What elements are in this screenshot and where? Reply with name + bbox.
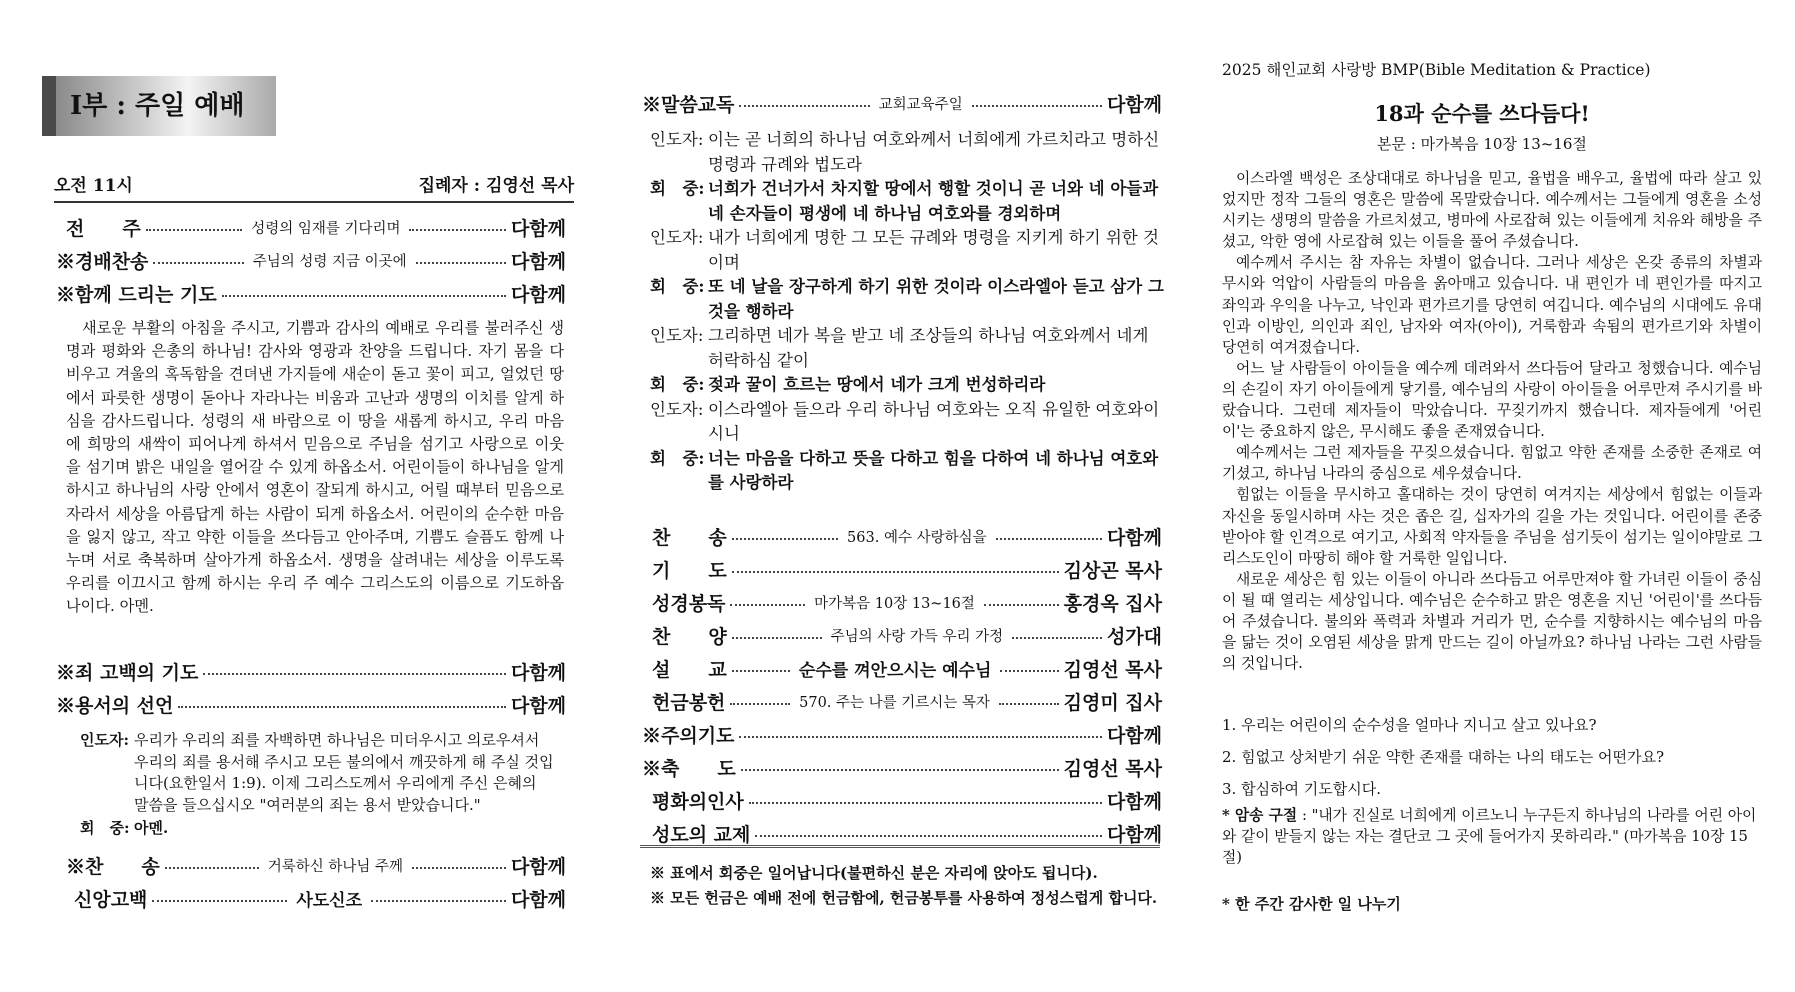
reading-label: 회 중: — [650, 277, 705, 296]
series-header: 2025 해인교회 사랑방 BMP(Bible Meditation & Practice) — [1222, 61, 1651, 79]
order-row — [642, 88, 1162, 118]
order-title: 신앙고백 — [74, 888, 148, 911]
order-title: 성경봉독 — [652, 592, 726, 615]
lesson-passage: 본문 : 마가복음 10장 13~16절 — [1377, 135, 1587, 153]
order-row — [642, 752, 1162, 782]
reading-label: 인도자: — [650, 130, 704, 149]
order-person: 다함께 — [1106, 526, 1162, 549]
order-person: 다함께 — [510, 250, 567, 273]
order-content: 마가복음 10장 13~16절 — [814, 595, 975, 612]
order-title: ※말씀교독 — [642, 93, 735, 116]
order-person: 다함께 — [510, 855, 566, 878]
lesson-title: 18과 순수를 쓰다듬다! — [1374, 101, 1590, 126]
reading-label: 회 중: — [650, 375, 705, 394]
order-person: 김영미 집사 — [1063, 691, 1163, 714]
order-person: 다함께 — [510, 661, 566, 684]
question: 1. 우리는 어린이의 순수성을 얼마나 지니고 살고 있나요? — [1222, 716, 1597, 734]
people-label: 회 중: — [80, 819, 130, 837]
order-row — [56, 278, 566, 308]
offering-note: ※ 모든 헌금은 예배 전에 헌금함에, 헌금봉투를 사용하여 정성스럽게 합니다. — [650, 889, 1158, 907]
order-person: 김영선 목사 — [1063, 757, 1162, 780]
order-person: 다함께 — [510, 283, 566, 306]
order-person: 김영선 목사 — [1063, 658, 1162, 681]
reading-line — [650, 398, 1165, 447]
order-content: 성령의 임재를 기다리며 — [251, 220, 401, 237]
order-row — [66, 212, 566, 242]
reading-line — [650, 226, 1165, 275]
reading-line — [650, 447, 1165, 496]
order-person: 다함께 — [510, 888, 566, 911]
paragraph: 예수께서 주시는 참 자유는 차별이 없습니다. 그러나 세상은 온갖 종류의 차별과 무시와 억압이 사람들의 마음을 옭아매고 있습니다. 내 편인가 네 편인가를 따지고 좌익과 우익을 나누고, 낙인과 편가르기를 당연히 여깁니다. 예수님의 시대에도 유대인과 이방인, 의인과 죄인, 남자와 여자(아이), 거룩함과 속됨의 편가르기와 차별이 당연히 여겨졌습니다. — [1222, 254, 1762, 356]
order-content: 사도신조 — [296, 890, 363, 911]
paragraph: 힘없는 이들을 무시하고 홀대하는 것이 당연히 여겨지는 세상에서 힘없는 이들과 자신을 동일시하며 사는 것은 좁은 길, 십자가의 길을 가는 것입니다. 어린이를 존중받아야 할 인격으로 여기고, 사회적 약자들을 주님을 섬기듯이 섬기는 일이야말로 그리스도인이 마땅히 해야 할 거룩한 일입니다. — [1222, 486, 1762, 567]
time-leader-bar — [54, 171, 574, 203]
leader-text: 우리가 우리의 죄를 자백하면 하나님은 미더우시고 의로우셔서 우리의 죄를 용서해 주시고 모든 불의에서 깨끗하게 해 주실 것입니다(요한일서 1:9). 이제 그리스도께서 우리에게 주신 은혜의 말씀을 들으십시오 "여러분의 죄는 용서 받았습니다." — [134, 731, 554, 814]
section-banner: I부 : 주일 예배 — [42, 76, 276, 136]
reading-text: 이는 곧 너희의 하나님 여호와께서 너희에게 가르치라고 명하신 명령과 규례와 법도라 — [708, 130, 1160, 174]
responsive-reading — [650, 128, 1165, 496]
order-title: ※함께 드리는 기도 — [56, 283, 217, 306]
reading-text: 너희가 건너가서 차지할 땅에서 행할 것이니 곧 너와 네 아들과 네 손자들이 평생에 네 하나님 여호와를 경외하며 — [708, 179, 1159, 223]
order-row — [652, 653, 1162, 683]
reading-line — [650, 324, 1165, 373]
order-title: ※축 도 — [642, 757, 736, 780]
reading-line — [650, 177, 1165, 226]
reading-text: 젖과 꿀이 흐르는 땅에서 네가 크게 번성하리라 — [708, 375, 1046, 394]
reading-label: 인도자: — [650, 228, 704, 247]
paragraph: 예수께서는 그런 제자들을 꾸짖으셨습니다. 힘없고 약한 존재를 소중한 존재로 여기셨고, 하나님 나라의 중심으로 세우셨습니다. — [1222, 444, 1762, 483]
paragraph: 이스라엘 백성은 조상대대로 하나님을 믿고, 율법을 배우고, 율법에 따라 살고 있었지만 정작 그들의 영혼은 말씀에 목말랐습니다. 예수께서는 그들에게 영혼을 소성시키는 생명의 말씀을 가르치셨고, 병마에 사로잡혀 있는 이들에게 치유와 해방을 주셨고, 악한 영에 사로잡혀 있는 이들을 풀어 주셨습니다. — [1222, 170, 1762, 251]
question: 3. 합심하여 기도합시다. — [1222, 780, 1382, 798]
reading-text: 이스라엘아 들으라 우리 하나님 여호와는 오직 유일한 여호와이시니 — [708, 399, 1160, 443]
memory-verse — [1222, 805, 1762, 868]
order-person: 다함께 — [1106, 790, 1162, 813]
reading-text: 또 네 날을 장구하게 하기 위한 것이라 이스라엘아 듣고 삼가 그것을 행하라 — [708, 277, 1164, 321]
verse-text: : "내가 진실로 너희에게 이르노니 누구든지 하나님의 나라를 어린 아이와 같이 받들지 않는 자는 결단코 그 곳에 들어가지 못하리라." (마가복음 10장 15절) — [1222, 807, 1757, 866]
order-person: 다함께 — [510, 217, 567, 240]
order-row — [652, 554, 1162, 584]
order-person: 다함께 — [1106, 823, 1162, 846]
reading-text: 내가 너희에게 명한 그 모든 규례와 명령을 지키게 하기 위한 것이며 — [708, 228, 1159, 272]
reading-label: 회 중: — [650, 179, 705, 198]
order-row — [652, 587, 1162, 617]
order-row — [642, 719, 1162, 749]
paragraph: 어느 날 사람들이 아이들을 예수께 데려와서 쓰다듬어 달라고 청했습니다. 예수님의 손길이 자기 아이들에게 닿기를, 예수님의 사랑이 아이들을 어루만져 주시기를 바랐습니다. 그런데 제자들이 막았습니다. 꾸짖기까지 했습니다. 제자들에게 '어린이'는 중요하지 않은, 무시해도 좋을 존재였습니다. — [1222, 359, 1762, 441]
order-person: 다함께 — [510, 694, 566, 717]
order-title: 전 주 — [66, 217, 141, 240]
order-person: 김상곤 목사 — [1063, 559, 1162, 582]
order-row — [652, 521, 1162, 551]
order-title: ※용서의 선언 — [56, 694, 174, 717]
order-person: 성가대 — [1106, 625, 1163, 648]
order-row — [66, 850, 566, 880]
order-title: 성도의 교제 — [652, 823, 751, 846]
order-person: 홍경옥 집사 — [1063, 592, 1163, 615]
order-title: ※경배찬송 — [56, 250, 149, 273]
order-row — [652, 785, 1162, 815]
prayer-text: 새로운 부활의 아침을 주시고, 기쁨과 감사의 예배로 우리를 불러주신 생명과 평화와 은총의 하나님! 감사와 영광과 찬양을 드립니다. 자기 몸을 다 비우고 겨울의 혹독함을 견뎌낸 가지들에 새순이 돋고 꽃이 피고, 얼었던 땅에서 파릇한 생명이 돋아나 자라나는 비움과 고난과 생명의 이치를 알게 하심을 감사드립니다. 성령의 새 바람으로 이 땅을 새롭게 하시고, 우리 마음에 희망의 새싹이 피어나게 하셔서 믿음으로 주님을 섬기고 사랑으로 이웃을 섬기며 밝은 내일을 열어갈 수 있게 하옵소서. 어린이들이 하나님을 알게 하시고 하나님의 사랑 안에서 영혼이 잘되게 하시고, 어릴 때부터 믿음으로 자라서 세상을 아름답게 하는 사람이 되게 하옵소서. 어린이의 순수한 마음을 잃지 않고, 작고 약한 이들을 쓰다듬고 안아주며, 기쁨도 슬픔도 함께 나누며 서로 축복하며 살아가게 하옵소서. 생명을 살려내는 세상을 이루도록 우리를 이끄시고 함께 하시는 우리 주 예수 그리스도의 이름으로 기도하옵나이다. 아멘. — [66, 319, 564, 616]
share-prompt: * 한 주간 감사한 일 나누기 — [1222, 895, 1401, 913]
order-row — [56, 689, 566, 719]
order-row — [652, 818, 1162, 848]
paragraph: 새로운 세상은 힘 있는 이들이 아니라 쓰다듬고 어루만져야 할 가녀린 이들이 중심이 될 때 열리는 세상입니다. 예수님은 순수하고 맑은 영혼을 지닌 '어린이'를 쓰다듬어 주셨습니다. 불의와 폭력과 차별과 거리가 먼, 순수를 지향하시는 예수님의 마음을 닮는 것이 오염된 세상을 맑게 만드는 길이 아닐까요? 하나님 나라는 그런 사람들의 것입니다. — [1222, 570, 1762, 673]
reading-text: 너는 마음을 다하고 뜻을 다하고 힘을 다하여 네 하나님 여호와를 사랑하라 — [708, 448, 1159, 492]
reading-line — [650, 128, 1165, 177]
lesson-body — [1222, 168, 1762, 674]
order-title: 기 도 — [652, 559, 727, 582]
sermon-title: 순수를 껴안으시는 예수님 — [798, 660, 992, 681]
order-title: ※주의기도 — [642, 724, 735, 747]
order-title: 설 교 — [652, 658, 727, 681]
people-text: 아멘. — [134, 819, 169, 837]
verse-label: * 암송 구절 — [1222, 807, 1298, 824]
reading-text: 그리하면 네가 복을 받고 네 조상들의 하나님 여호와께서 네게 허락하심 같이 — [708, 326, 1149, 370]
order-person: 다함께 — [1106, 93, 1162, 116]
order-title: ※찬 송 — [66, 855, 160, 878]
order-row — [56, 656, 566, 686]
order-title: 평화의인사 — [652, 790, 744, 813]
absolution — [80, 730, 560, 840]
order-content: 주님의 사랑 가득 우리 가정 — [830, 628, 1004, 645]
order-content: 570. 주는 나를 기르시는 목자 — [799, 694, 990, 711]
order-content: 거룩하신 하나님 주께 — [267, 858, 403, 875]
reading-line — [650, 275, 1165, 324]
order-title: ※죄 고백의 기도 — [56, 661, 199, 684]
question: 2. 힘없고 상처받기 쉬운 약한 존재를 대하는 나의 태도는 어떤가요? — [1222, 748, 1665, 766]
opening-prayer — [66, 317, 564, 619]
order-row — [652, 620, 1162, 650]
reading-label: 인도자: — [650, 326, 704, 345]
order-person: 다함께 — [1106, 724, 1162, 747]
service-time: 오전 11시 — [54, 176, 133, 196]
order-title: 찬 양 — [652, 625, 727, 648]
reading-label: 인도자: — [650, 399, 704, 419]
reading-label: 회 중: — [650, 448, 705, 468]
standing-note: ※ 표에서 회중은 일어납니다(불편하신 분은 자리에 앉아도 됩니다). — [650, 864, 1098, 882]
service-leader: 집례자 : 김영선 목사 — [418, 176, 574, 196]
order-row — [74, 883, 566, 913]
divider — [640, 845, 1160, 848]
order-content: 563. 예수 사랑하심을 — [847, 529, 987, 546]
order-row — [652, 686, 1162, 716]
order-title: 찬 송 — [652, 526, 727, 549]
leader-label: 인도자: — [80, 731, 130, 749]
order-content: 교회교육주일 — [878, 96, 963, 113]
order-content: 주님의 성령 지금 이곳에 — [252, 253, 407, 270]
reading-line — [650, 373, 1165, 398]
order-row — [56, 245, 566, 275]
order-title: 헌금봉헌 — [652, 691, 726, 714]
